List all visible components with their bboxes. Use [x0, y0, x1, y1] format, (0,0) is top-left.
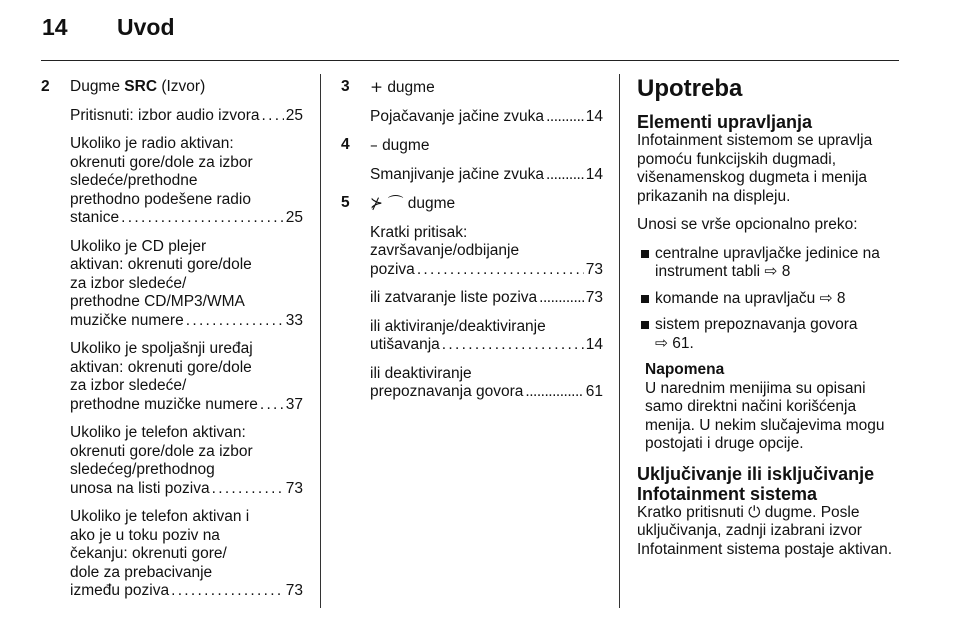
toc-text: prepoznavanja govora	[370, 383, 524, 400]
entry-2	[41, 78, 303, 601]
toc-line	[370, 108, 603, 127]
text-line: Infotainment sistema postaje aktivan.	[637, 540, 893, 558]
toc-line	[70, 209, 303, 228]
column-2	[341, 78, 603, 412]
entry-5	[341, 194, 603, 402]
text-line: Ukoliko je spoljašnji uređaj	[70, 340, 253, 357]
text-line: čekanju: okrenuti gore/	[70, 545, 227, 562]
toc-text: poziva	[370, 260, 415, 278]
toc-text: Pojačavanje jačine zvuka	[370, 107, 545, 125]
header-rule	[41, 60, 899, 61]
toc-line	[70, 396, 303, 415]
text-line: sledeće/prethodne	[70, 172, 198, 189]
note-label: Napomena	[645, 361, 725, 378]
entry-title	[370, 78, 603, 98]
text-line: višenamenskog dugmeta i menija	[637, 169, 868, 186]
toc-page: 37	[285, 395, 303, 413]
toc-line	[70, 480, 303, 499]
text-line: U narednim menijima su opisani	[645, 379, 866, 397]
toc-leader	[546, 166, 584, 185]
list-item	[370, 108, 603, 127]
entry-number: 2	[41, 78, 50, 95]
heading-elementi: Elementi upravljanja	[637, 112, 813, 132]
bullet-item	[637, 245, 907, 282]
text-line: aktivan: okrenuti gore/dole	[70, 358, 252, 376]
bullet-item	[637, 290, 907, 309]
toc-leader	[186, 312, 284, 331]
toc-page: 14	[585, 107, 603, 125]
list-item	[70, 340, 303, 414]
bullet-square-icon	[641, 295, 649, 303]
toc-text: unosa na listi poziva	[70, 479, 210, 497]
entry-title: Dugme SRC (Izvor)	[70, 78, 206, 95]
text-line: Ukoliko je CD plejer	[70, 237, 207, 255]
para-unosi: Unosi se vrše opcionalno preko:	[637, 216, 858, 233]
heading-line: Infotainment sistema	[637, 483, 818, 504]
toc-text: između poziva	[70, 582, 170, 599]
column-3	[637, 76, 907, 559]
heading-line: Uključivanje ili isključivanje	[637, 463, 875, 484]
text-line: komande na upravljaču ⇨ 8	[655, 289, 846, 307]
toc-page: 73	[285, 479, 303, 497]
text-line: uključivanja, zadnji izabrani izvor	[637, 522, 862, 539]
list-item	[370, 318, 603, 355]
toc-page: 25	[285, 209, 303, 226]
entry-items	[70, 107, 303, 601]
list-item	[70, 508, 303, 601]
toc-leader	[525, 383, 583, 402]
text-line: Kratko pritisnuti ⏻ dugme. Posle	[637, 503, 860, 521]
toc-text: muzičke numere	[70, 311, 184, 329]
toc-leader	[121, 209, 284, 228]
toc-text: ili zatvaranje liste poziva	[370, 289, 538, 306]
toc-leader	[539, 289, 584, 308]
list-item	[70, 135, 303, 228]
toc-page: 33	[285, 311, 303, 329]
text-line: prethodne CD/MP3/WMA	[70, 293, 245, 310]
button-icon: +	[370, 78, 383, 96]
text-line: za izbor sledeće/	[70, 377, 187, 394]
text-line: okrenuti gore/dole za izbor	[70, 442, 253, 460]
text-line: završavanje/odbijanje	[370, 242, 520, 259]
heading-ukljucivanje	[637, 464, 907, 504]
text-line: ili aktiviranje/deaktiviranje	[370, 317, 546, 335]
toc-line	[370, 166, 603, 185]
entry-label: dugme	[387, 79, 435, 96]
column-divider-1	[320, 74, 321, 608]
text-line: okrenuti gore/dole za izbor	[70, 153, 253, 171]
entry-label: dugme	[407, 195, 456, 212]
text-line: Infotainment sistemom se upravlja	[637, 132, 873, 149]
entry-4	[341, 136, 603, 184]
text-line: postojati i druge opcije.	[645, 435, 804, 452]
toc-leader	[442, 336, 584, 355]
text-line: samo direktni načini korišćenja	[645, 398, 857, 415]
toc-line	[370, 289, 603, 308]
toc-leader	[417, 261, 584, 280]
text-line: prikazanih na displeju.	[637, 187, 791, 205]
bullet-square-icon	[641, 321, 649, 329]
text-line: instrument tabli ⇨ 8	[655, 263, 791, 280]
entry-title	[370, 194, 603, 214]
list-item	[70, 424, 303, 498]
toc-text: Pritisnuti: izbor audio izvora	[70, 106, 260, 124]
toc-page: 14	[585, 336, 603, 353]
toc-line	[370, 336, 603, 355]
chapter-title: Uvod	[117, 14, 175, 40]
bullet-item	[637, 316, 907, 353]
list-item	[370, 166, 603, 185]
entry-number: 5	[341, 194, 350, 211]
toc-line	[70, 312, 303, 331]
entry-number: 4	[341, 136, 350, 153]
note	[645, 361, 907, 454]
toc-line	[70, 107, 303, 126]
toc-page: 25	[285, 106, 303, 124]
list-item	[370, 289, 603, 308]
toc-line	[370, 261, 603, 280]
text-line: dole za prebacivanje	[70, 563, 213, 581]
toc-text: utišavanja	[370, 336, 440, 353]
toc-leader	[546, 108, 584, 127]
toc-leader	[171, 582, 284, 601]
toc-line	[370, 383, 603, 402]
toc-page: 73	[585, 289, 603, 306]
bullet-square-icon	[641, 250, 649, 258]
text-line: pomoću funkcijskih dugmadi,	[637, 150, 837, 168]
text-line: ⇨ 61.	[655, 334, 694, 352]
toc-page: 14	[585, 165, 603, 183]
text-line: ili deaktiviranje	[370, 364, 472, 382]
text-line: Ukoliko je radio aktivan:	[70, 135, 234, 152]
text-line: prethodno podešene radio	[70, 190, 251, 208]
text-line: sledećeg/prethodnog	[70, 461, 215, 478]
toc-text: stanice	[70, 209, 120, 226]
entry-intro: Kratki pritisak:	[370, 223, 468, 241]
para-intro	[637, 132, 907, 206]
toc-line	[70, 582, 303, 601]
toc-page: 73	[585, 260, 603, 278]
text-line: ako je u toku poziv na	[70, 526, 220, 544]
text-line: Ukoliko je telefon aktivan i	[70, 508, 250, 525]
page-number: 14	[42, 14, 68, 40]
section-title: Upotreba	[637, 75, 743, 102]
entries	[341, 78, 603, 402]
toc-text: Smanjivanje jačine zvuka	[370, 165, 545, 183]
text-line: za izbor sledeće/	[70, 274, 187, 292]
column-divider-2	[619, 74, 620, 608]
entry-3	[341, 78, 603, 126]
button-icon: –	[370, 136, 378, 154]
list-item	[70, 238, 303, 331]
toc-text: prethodne muzičke numere	[70, 395, 258, 413]
entry-label: dugme	[382, 137, 430, 154]
para-ukljucivanje	[637, 504, 907, 560]
text-line: Ukoliko je telefon aktivan:	[70, 424, 246, 441]
text-line: sistem prepoznavanja govora	[655, 316, 858, 333]
toc-page: 61	[585, 383, 603, 400]
column-1	[41, 78, 303, 611]
list-item	[370, 365, 603, 402]
toc-page: 73	[285, 582, 303, 599]
toc-leader	[212, 480, 284, 499]
list-item	[370, 242, 603, 279]
text-line: menija. U nekim slučajevima mogu	[645, 416, 885, 434]
list-item	[70, 107, 303, 126]
entry-title	[370, 136, 603, 156]
text-line: centralne upravljačke jedinice na	[655, 244, 880, 262]
note-text	[645, 380, 907, 454]
toc-leader	[262, 107, 284, 126]
entry-number: 3	[341, 78, 350, 95]
text-line: aktivan: okrenuti gore/dole	[70, 256, 252, 273]
button-icon: ⊁ ⌒	[370, 194, 404, 212]
bullet-list	[637, 245, 907, 354]
toc-leader	[260, 396, 284, 415]
